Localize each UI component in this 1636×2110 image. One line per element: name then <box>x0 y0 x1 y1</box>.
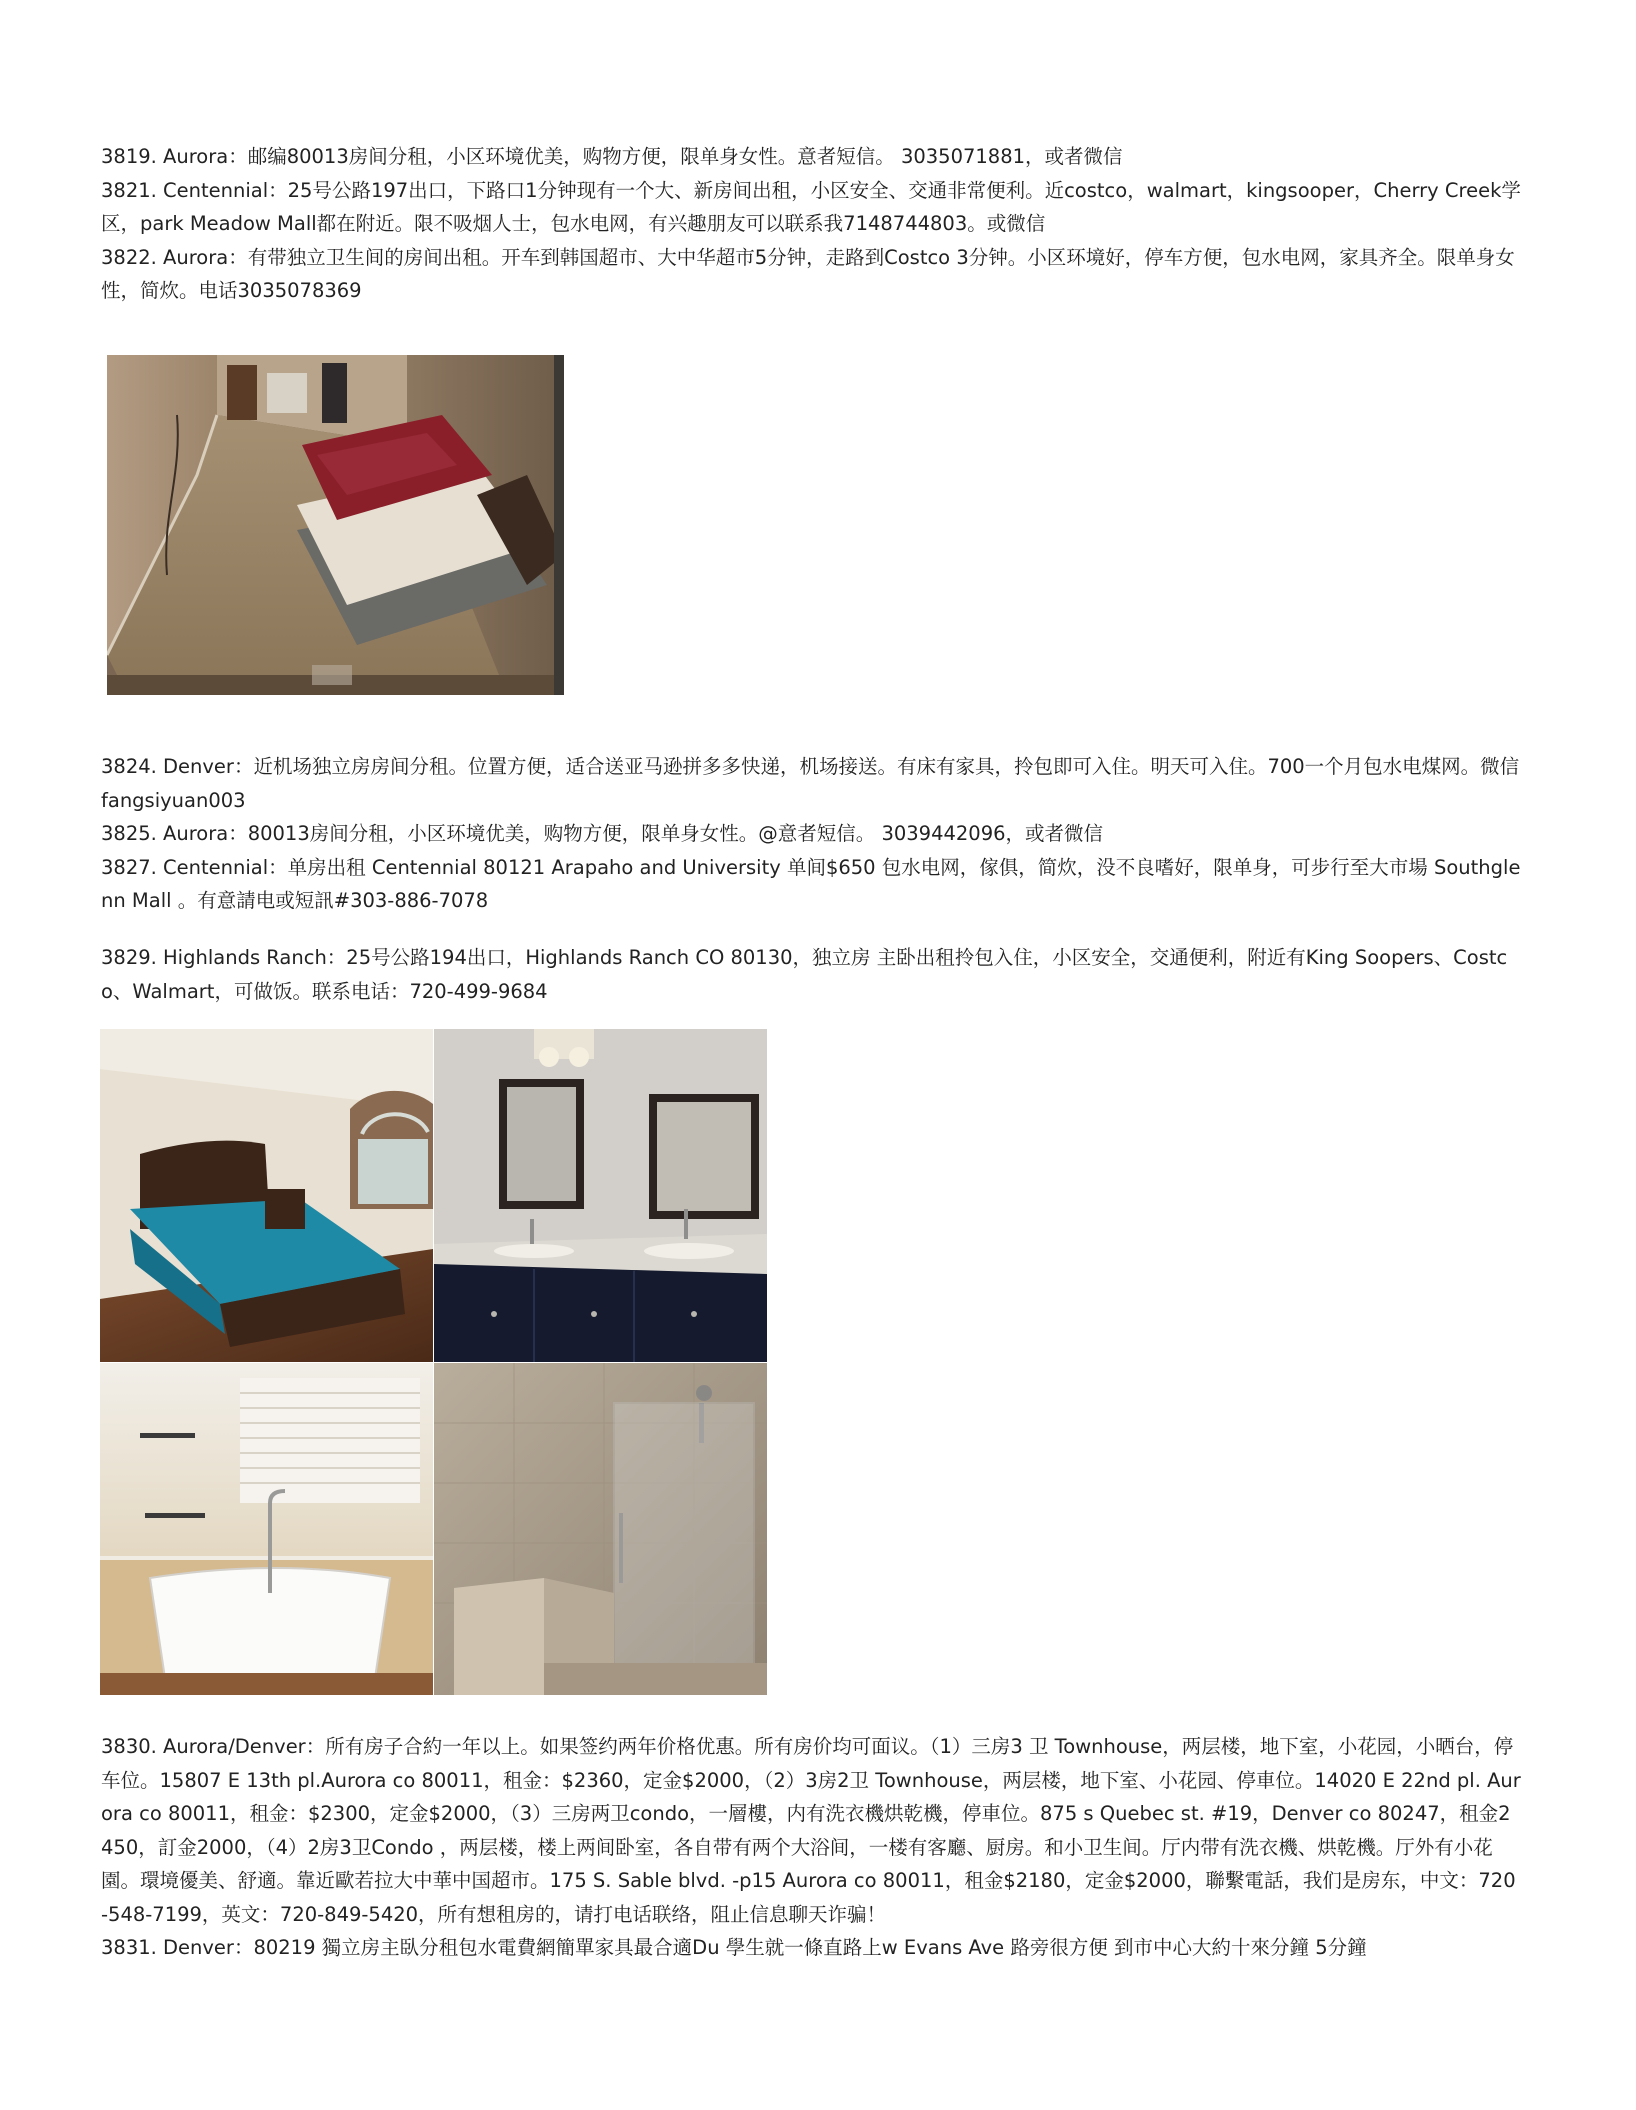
listing-3822: 3822. Aurora：有带独立卫生间的房间出租。开车到韩国超市、大中华超市5分钟，走路到Costco 3分钟。小区环境好，停车方便，包水电网，家具齐全。限单身女性，简炊。电话3035078369 <box>101 245 1515 302</box>
listing-group-2 <box>101 750 1521 918</box>
listing-group-4 <box>101 1730 1521 1965</box>
listing-3825: 3825. Aurora：80013房间分租，小区环境优美，购物方便，限单身女性。@意者短信。 3039442096，或者微信 <box>101 822 1104 845</box>
bedroom-blue-photo <box>100 1029 433 1362</box>
shower-photo <box>434 1363 767 1695</box>
listing-3824: 3824. Denver：近机场独立房房间分租。位置方便，适合送亚马逊拼多多快递，机场接送。有床有家具，拎包即可入住。明天可入住。700一个月包水电煤网。微信fangsiyuan003 <box>101 755 1520 812</box>
bedroom-photo <box>107 355 564 695</box>
house-photo-grid <box>100 1029 767 1695</box>
listing-3827: 3827. Centennial：单房出租 Centennial 80121 Arapaho and University 单间$650 包水电网，傢俱，简炊，没不良嗜好，限单身，可步行至大市場 Southglenn Mall 。有意請电或短訊#303-886-7078 <box>101 855 1521 912</box>
listing-3821: 3821. Centennial：25号公路197出口，下路口1分钟现有一个大、新房间出租，小区安全、交通非常便利。近costco，walmart，kingsooper，Cherry Creek学区，park Meadow Mall都在附近。限不吸烟人士，包水电网，有兴趣朋友可以联系我7148744803。或微信 <box>101 178 1521 235</box>
listing-3819: 3819. Aurora：邮编80013房间分租，小区环境优美，购物方便，限单身女性。意者短信。 3035071881，或者微信 <box>101 145 1123 168</box>
listing-group-1 <box>101 140 1521 308</box>
listing-3831: 3831. Denver：80219 獨立房主臥分租包水電費網簡單家具最合適Du 學生就一條直路上w Evans Ave 路旁很方便 到市中心大約十來分鐘 5分鐘 <box>101 1936 1367 1959</box>
listing-3829: 3829. Highlands Ranch：25号公路194出口，Highlands Ranch CO 80130，独立房 主卧出租拎包入住，小区安全，交通便利，附近有King Soopers、Costco、Walmart，可做饭。联系电话：720-499-9684 <box>101 946 1508 1003</box>
listing-group-3 <box>101 941 1521 1008</box>
vanity-bathroom-photo <box>434 1029 767 1362</box>
bathtub-photo <box>100 1363 433 1695</box>
listing-3830: 3830. Aurora/Denver：所有房子合約一年以上。如果签约两年价格优惠。所有房价均可面议。（1）三房3 卫 Townhouse，两层楼，地下室，小花园，小晒台，停车位。15807 E 13th pl.Aurora co 80011，租金：$2360，定金$2000，（2）3房2卫 Townhouse，两层楼，地下室、小花园、停車位。14020 E 22nd pl. Aurora co 80011，租金：$2300，定金$2000，（3）三房两卫condo，一層樓，内有洗衣機烘乾機，停車位。875 s Quebec st. #19，Denver co 80247，租金2450，訂金2000，（4）2房3卫Condo ，两层楼，楼上两间卧室，各自带有两个大浴间，一楼有客廳、厨房。和小卫生间。厅内带有洗衣機、烘乾機。厅外有小花園。環境優美、舒適。靠近歐若拉大中華中国超市。175 S. Sable blvd. -p15 Aurora co 80011，租金$2180，定金$2000，聯繫電話，我们是房东，中文：720-548-7199，英文：720-849-5420，所有想租房的，请打电话联络，阻止信息聊天诈骗！ <box>101 1735 1521 1926</box>
